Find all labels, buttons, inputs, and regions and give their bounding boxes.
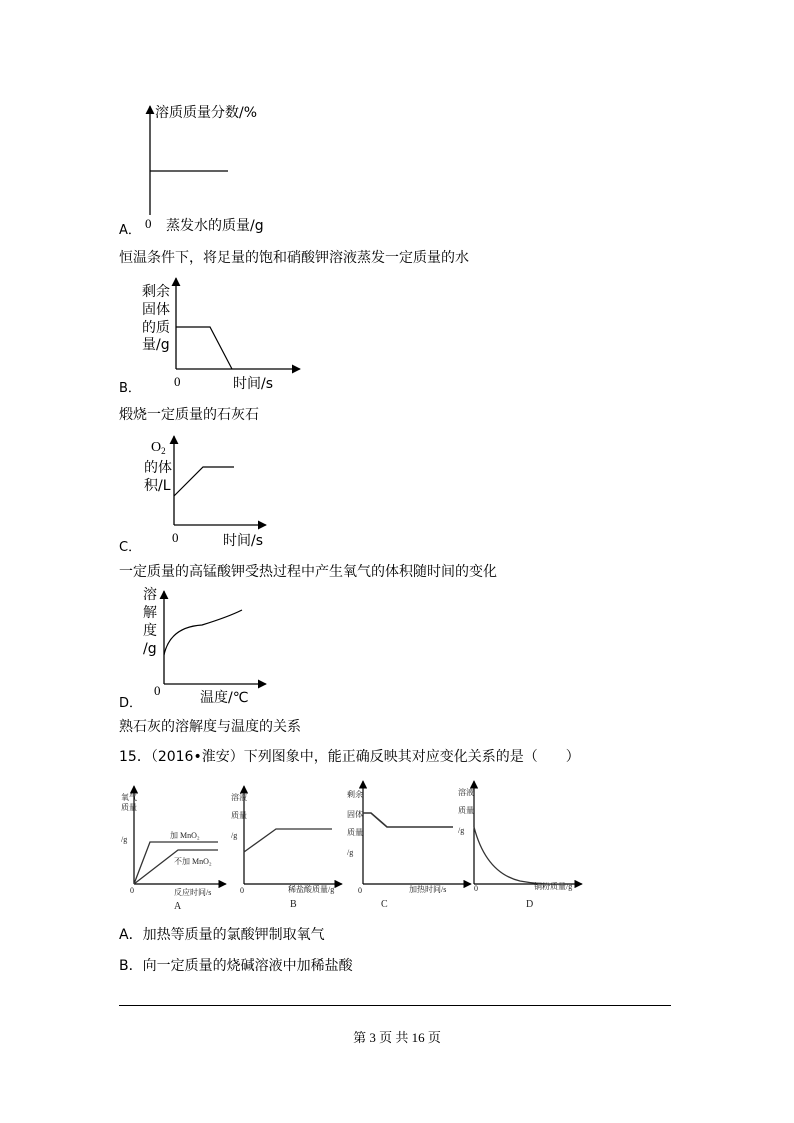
graph-d-ylabel-4: /g [143,641,157,657]
q15-option-a: A．加热等质量的氯酸钾制取氧气 [119,927,325,943]
graph-b-ylabel-2: 固体 [142,302,170,318]
q15c-caption: C [381,899,388,910]
graph-c-ylabel-2: 积/L [144,478,171,494]
q15a-zero: 0 [130,886,134,895]
q15c-ylabel-1: 剩余 [347,790,363,799]
graph-c-oxygen-volume [140,430,320,550]
q15-graph-a [118,782,228,912]
q15b-ylabel-1: 溶液 [231,793,247,802]
graph-c-ylabel-o: $O_2$ [151,440,166,456]
q15d-xlabel: 铜粉质量/g [534,882,573,891]
graph-d-zero: 0 [154,683,161,698]
graph-a-ylabel: 溶质质量分数/% [155,105,258,121]
q15-graph-b [228,782,348,912]
graph-b-ylabel-1: 剩余 [142,284,170,300]
graph-d-xlabel: 温度/℃ [200,690,249,706]
q15c-xlabel: 加热时间/s [409,885,447,894]
q15c-zero: 0 [358,886,362,895]
option-d-description: 熟石灰的溶解度与温度的关系 [119,719,301,735]
q15a-ylabel-2: 质量 [121,803,137,812]
graph-d-ylabel-2: 解 [143,605,157,621]
q15b-xlabel: 稀盐酸质量/g [288,885,335,894]
graph-b-data-line [176,327,232,369]
q15c-ylabel-2: 固体 [347,810,363,819]
q15-option-b: B．向一定质量的烧碱溶液中加稀盐酸 [119,958,353,974]
q15a-line-without-catalyst [134,850,218,884]
graph-b-ylabel-3: 的质 [142,320,170,336]
graph-d-data-curve [164,610,242,655]
q15d-data-curve [474,827,564,884]
option-a-description: 恒温条件下，将足量的饱和硝酸钾溶液蒸发一定质量的水 [119,250,469,266]
graph-d-ylabel-3: 度 [143,623,157,639]
q15a-ylabel-1: 氧气 [121,793,137,802]
q15c-data-line [363,813,453,827]
q15c-ylabel-3: 质量 [347,828,363,837]
graph-c-zero: 0 [172,530,179,545]
graph-b-xlabel: 时间/s [233,376,274,392]
graph-c-xlabel: 时间/s [223,533,264,549]
graph-b-ylabel-4: 量/g [142,337,170,353]
graph-b-remaining-solid [140,270,320,390]
q15b-caption: B [290,899,297,910]
q15b-zero: 0 [240,886,244,895]
q15a-caption: A [174,901,182,912]
graph-a-solute-fraction [140,100,340,240]
option-c-description: 一定质量的高锰酸钾受热过程中产生氧气的体积随时间的变化 [119,564,497,580]
q15d-ylabel-2: 质量 [458,806,474,815]
q15b-ylabel-3: /g [231,831,238,840]
q15d-zero: 0 [474,884,478,893]
q15-graph-d [458,777,588,910]
q15b-data-line [244,829,332,852]
q15d-ylabel-1: 溶液 [458,788,474,797]
option-d-letter: D． [119,696,143,711]
option-b-letter: B． [119,381,141,396]
graph-c-ylabel-1: 的体 [144,460,172,476]
q15a-label-without-mno2: 不加 MnO₂ [174,857,212,866]
graph-b-zero: 0 [174,374,181,389]
option-b-description: 煅烧一定质量的石灰石 [119,407,259,423]
q15d-ylabel-3: /g [458,826,465,835]
graph-c-data-line [174,467,234,496]
q15a-xlabel: 反应时间/s [174,888,212,897]
q15a-label-with-mno2: 加 MnO₂ [170,831,200,840]
q15b-ylabel-2: 质量 [231,811,247,820]
q15a-ylabel-3: /g [121,835,128,844]
graph-a-xlabel: 蒸发水的质量/g [166,218,264,234]
graph-d-solubility [140,585,310,705]
q15-graph-c [345,777,475,910]
q15c-ylabel-4: /g [347,848,354,857]
graph-d-ylabel-1: 溶 [143,587,157,603]
option-a-letter: A． [119,223,141,238]
q15d-caption: D [526,899,534,910]
graph-a-zero: 0 [145,216,152,231]
option-c-letter: C． [119,540,142,555]
footer-divider [119,1005,671,1006]
page-number: 第 3 页 共 16 页 [353,1030,441,1045]
question-15-stem: 15．（2016•淮安）下列图象中，能正确反映其对应变化关系的是（ ） [119,749,580,765]
